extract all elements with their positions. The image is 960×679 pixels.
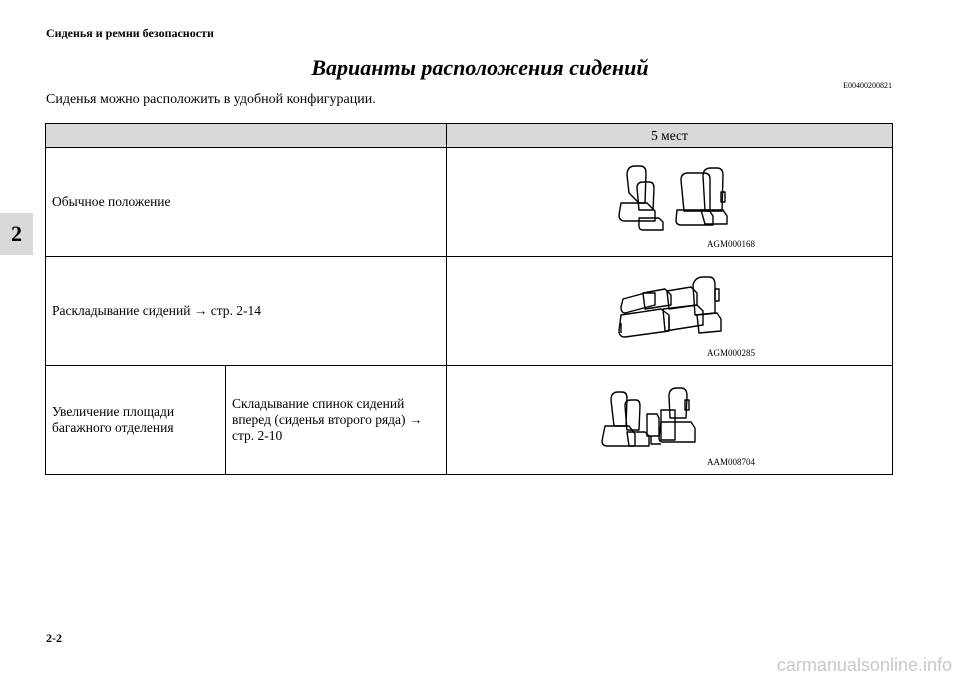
header-empty-cell — [46, 124, 447, 148]
row-label: Обычное положение — [46, 148, 447, 257]
figure-cell — [446, 148, 892, 257]
page-number: 2-2 — [46, 631, 62, 645]
table-header-row — [46, 124, 893, 148]
seats-folded-icon — [453, 366, 886, 474]
figure-cell — [446, 366, 892, 475]
table-row — [46, 257, 893, 366]
row-label: Увеличение площади багажного отделения — [46, 366, 226, 475]
watermark: carmanualsonline.info — [776, 655, 952, 675]
page-title: Варианты расположения сидений — [311, 55, 649, 80]
table-row — [46, 366, 893, 475]
chapter-tab — [0, 213, 33, 255]
figure-code: AAM008704 — [706, 457, 755, 467]
figure-cell — [446, 257, 892, 366]
seat-configurations-table — [45, 123, 893, 475]
chapter-number: 2 — [11, 221, 22, 246]
figure-code: AGM000285 — [706, 348, 755, 358]
seats-normal-icon — [453, 148, 886, 256]
column-header-5-seats: 5 мест — [446, 124, 892, 148]
figure-code: AGM000168 — [706, 239, 755, 249]
seats-reclined-icon — [453, 257, 886, 365]
row-sublabel: Складывание спинок сидений вперед (сиденья второго ряда) → стр. 2-10 — [225, 366, 446, 475]
table-row — [46, 148, 893, 257]
row-label: Раскладывание сидений → стр. 2-14 — [46, 257, 447, 366]
section-header: Сиденья и ремни безопасности — [46, 26, 214, 40]
doc-code: E00400200821 — [843, 81, 892, 90]
intro-text: Сиденья можно расположить в удобной конфигурации. — [46, 92, 376, 107]
